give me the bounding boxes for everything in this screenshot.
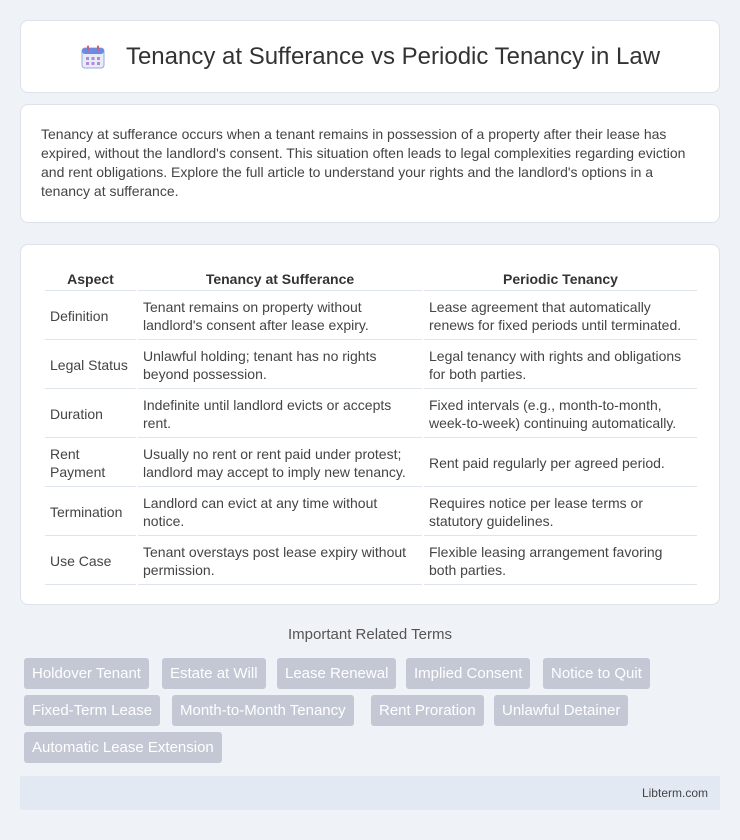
row-aspect: Use Case [45,538,136,585]
table-header-row [45,267,697,291]
row-periodic: Legal tenancy with rights and obligations for both parties. [424,342,697,389]
table-row [45,293,697,340]
calendar-icon [80,44,106,70]
row-sufferance: Tenant remains on property without landlord's consent after lease expiry. [138,293,422,340]
table-row [45,440,697,487]
footer [20,776,720,810]
row-aspect: Termination [45,489,136,536]
tag-lease-renewal[interactable]: Lease Renewal [277,658,396,689]
row-periodic: Fixed intervals (e.g., month-to-month, week-to-week) continuing automatically. [424,391,697,438]
footer-site-link[interactable]: Libterm.com [641,786,708,800]
comparison-card [20,244,720,605]
tag-automatic-lease-extension[interactable]: Automatic Lease Extension [24,732,222,763]
table-row [45,489,697,536]
row-aspect: Legal Status [45,342,136,389]
row-aspect: Rent Payment [45,440,136,487]
title-card [20,20,720,93]
row-periodic: Lease agreement that automatically renews for fixed periods until terminated. [424,293,697,340]
header-sufferance: Tenancy at Sufferance [138,267,422,291]
row-periodic: Flexible leasing arrangement favoring both parties. [424,538,697,585]
tag-rent-proration[interactable]: Rent Proration [371,695,484,726]
row-sufferance: Unlawful holding; tenant has no rights beyond possession. [138,342,422,389]
tag-notice-to-quit[interactable]: Notice to Quit [543,658,650,689]
tag-implied-consent[interactable]: Implied Consent [406,658,530,689]
row-sufferance: Tenant overstays post lease expiry without permission. [138,538,422,585]
tag-month-to-month-tenancy[interactable]: Month-to-Month Tenancy [172,695,354,726]
header-periodic: Periodic Tenancy [424,267,697,291]
row-sufferance: Landlord can evict at any time without notice. [138,489,422,536]
comparison-table [43,265,699,587]
row-sufferance: Usually no rent or rent paid under protest; landlord may accept to imply new tenancy. [138,440,422,487]
row-aspect: Definition [45,293,136,340]
row-periodic: Requires notice per lease terms or statutory guidelines. [424,489,697,536]
row-periodic: Rent paid regularly per agreed period. [424,440,697,487]
row-aspect: Duration [45,391,136,438]
intro-card [20,104,720,223]
header-aspect: Aspect [45,267,136,291]
tag-estate-at-will[interactable]: Estate at Will [162,658,266,689]
table-row [45,538,697,585]
intro-text: Tenancy at sufferance occurs when a tenant remains in possession of a property after their lease has expired, without the landlord's consent. This situation often leads to legal complexities regarding eviction and rent obligations. Explore the full article to understand your rights and the landlord's options in a tenancy at sufferance. [41,126,686,199]
row-sufferance: Indefinite until landlord evicts or accepts rent. [138,391,422,438]
tag-fixed-term-lease[interactable]: Fixed-Term Lease [24,695,160,726]
related-terms-title: Important Related Terms [288,626,452,643]
table-row [45,391,697,438]
tag-holdover-tenant[interactable]: Holdover Tenant [24,658,149,689]
page-title: Tenancy at Sufferance vs Periodic Tenancy in Law [125,42,661,70]
tag-unlawful-detainer[interactable]: Unlawful Detainer [494,695,628,726]
table-row [45,342,697,389]
